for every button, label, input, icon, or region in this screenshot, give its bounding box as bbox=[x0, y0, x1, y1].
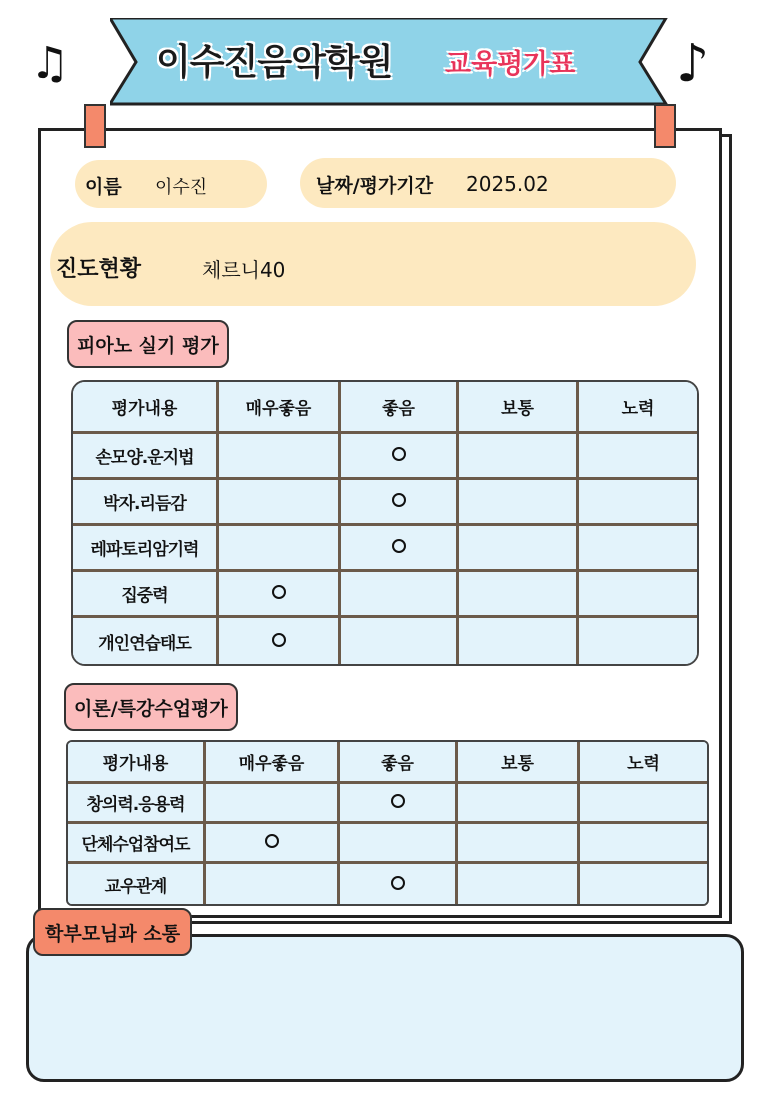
piano-col-header: 보통 bbox=[459, 382, 579, 434]
date-value: 2025.02 bbox=[466, 172, 549, 196]
theory-rating-cell[interactable] bbox=[458, 824, 580, 864]
piano-rating-cell[interactable] bbox=[219, 434, 341, 480]
theory-row bbox=[68, 864, 707, 904]
music-note-left-icon: ♫ bbox=[30, 38, 70, 89]
theory-rating-cell[interactable] bbox=[206, 824, 340, 864]
clip-right bbox=[654, 104, 676, 148]
piano-rating-cell[interactable] bbox=[341, 572, 459, 618]
theory-rating-cell[interactable] bbox=[340, 824, 458, 864]
piano-rating-cell[interactable] bbox=[341, 434, 459, 480]
piano-rating-cell[interactable] bbox=[579, 526, 697, 572]
piano-row bbox=[73, 526, 697, 572]
name-pill bbox=[75, 160, 267, 208]
theory-col-header: 보통 bbox=[458, 742, 580, 784]
header-banner bbox=[110, 18, 670, 106]
piano-col-header: 좋음 bbox=[341, 382, 459, 434]
piano-rating-cell[interactable] bbox=[341, 480, 459, 526]
piano-rating-cell[interactable] bbox=[579, 434, 697, 480]
theory-rating-cell[interactable] bbox=[206, 864, 340, 904]
piano-rating-cell[interactable] bbox=[459, 480, 579, 526]
piano-row bbox=[73, 572, 697, 618]
theory-row-label: 교우관계 bbox=[68, 864, 206, 904]
check-circle-icon bbox=[392, 493, 406, 507]
theory-rating-cell[interactable] bbox=[580, 864, 707, 904]
piano-row bbox=[73, 480, 697, 526]
piano-row-label: 집중력 bbox=[73, 572, 219, 618]
theory-rating-cell[interactable] bbox=[458, 784, 580, 824]
communication-section-title: 학부모님과 소통 bbox=[33, 908, 192, 956]
piano-rating-cell[interactable] bbox=[219, 526, 341, 572]
parent-communication-box[interactable] bbox=[26, 934, 744, 1082]
piano-rating-cell[interactable] bbox=[459, 618, 579, 664]
theory-row bbox=[68, 824, 707, 864]
name-value: 이수진 bbox=[155, 177, 208, 198]
theory-section-title: 이론/특강수업평가 bbox=[64, 683, 238, 731]
piano-row-label: 레파토리암기력 bbox=[73, 526, 219, 572]
theory-eval-table bbox=[66, 740, 709, 906]
progress-value: 체르니40 bbox=[202, 258, 286, 282]
piano-rating-cell[interactable] bbox=[341, 526, 459, 572]
piano-rating-cell[interactable] bbox=[579, 572, 697, 618]
progress-label: 진도현황 bbox=[56, 257, 142, 282]
piano-rating-cell[interactable] bbox=[579, 480, 697, 526]
piano-rating-cell[interactable] bbox=[341, 618, 459, 664]
piano-rating-cell[interactable] bbox=[219, 618, 341, 664]
piano-rating-cell[interactable] bbox=[219, 572, 341, 618]
piano-col-header: 노력 bbox=[579, 382, 697, 434]
piano-eval-table bbox=[71, 380, 699, 666]
theory-rating-cell[interactable] bbox=[458, 864, 580, 904]
music-note-right-icon: ♪ bbox=[676, 34, 710, 94]
theory-rating-cell[interactable] bbox=[206, 784, 340, 824]
piano-row bbox=[73, 434, 697, 480]
theory-col-header: 노력 bbox=[580, 742, 707, 784]
check-circle-icon bbox=[265, 834, 279, 848]
piano-row bbox=[73, 618, 697, 664]
date-pill bbox=[300, 158, 676, 208]
piano-rating-cell[interactable] bbox=[219, 480, 341, 526]
check-circle-icon bbox=[391, 794, 405, 808]
name-label: 이름 bbox=[85, 176, 122, 198]
page-subtitle: 교육평가표 bbox=[445, 49, 576, 80]
check-circle-icon bbox=[391, 876, 405, 890]
piano-section-title: 피아노 실기 평가 bbox=[67, 320, 229, 368]
theory-rating-cell[interactable] bbox=[340, 864, 458, 904]
piano-row-label: 박자.리듬감 bbox=[73, 480, 219, 526]
theory-row-label: 단체수업참여도 bbox=[68, 824, 206, 864]
progress-pill bbox=[50, 222, 696, 306]
piano-rating-cell[interactable] bbox=[579, 618, 697, 664]
clip-left bbox=[84, 104, 106, 148]
piano-rating-cell[interactable] bbox=[459, 572, 579, 618]
theory-col-header: 매우좋음 bbox=[206, 742, 340, 784]
piano-row-label: 손모양.운지법 bbox=[73, 434, 219, 480]
theory-col-header: 평가내용 bbox=[68, 742, 206, 784]
check-circle-icon bbox=[272, 633, 286, 647]
piano-row-label: 개인연습태도 bbox=[73, 618, 219, 664]
theory-col-header: 좋음 bbox=[340, 742, 458, 784]
page-title: 이수진음악학원 bbox=[156, 42, 393, 83]
theory-row-label: 창의력.응용력 bbox=[68, 784, 206, 824]
theory-rating-cell[interactable] bbox=[580, 784, 707, 824]
piano-rating-cell[interactable] bbox=[459, 434, 579, 480]
piano-col-header: 평가내용 bbox=[73, 382, 219, 434]
piano-rating-cell[interactable] bbox=[459, 526, 579, 572]
check-circle-icon bbox=[392, 539, 406, 553]
date-label: 날짜/평가기간 bbox=[316, 175, 434, 197]
check-circle-icon bbox=[392, 447, 406, 461]
piano-col-header: 매우좋음 bbox=[219, 382, 341, 434]
check-circle-icon bbox=[272, 585, 286, 599]
theory-rating-cell[interactable] bbox=[340, 784, 458, 824]
theory-rating-cell[interactable] bbox=[580, 824, 707, 864]
theory-row bbox=[68, 784, 707, 824]
